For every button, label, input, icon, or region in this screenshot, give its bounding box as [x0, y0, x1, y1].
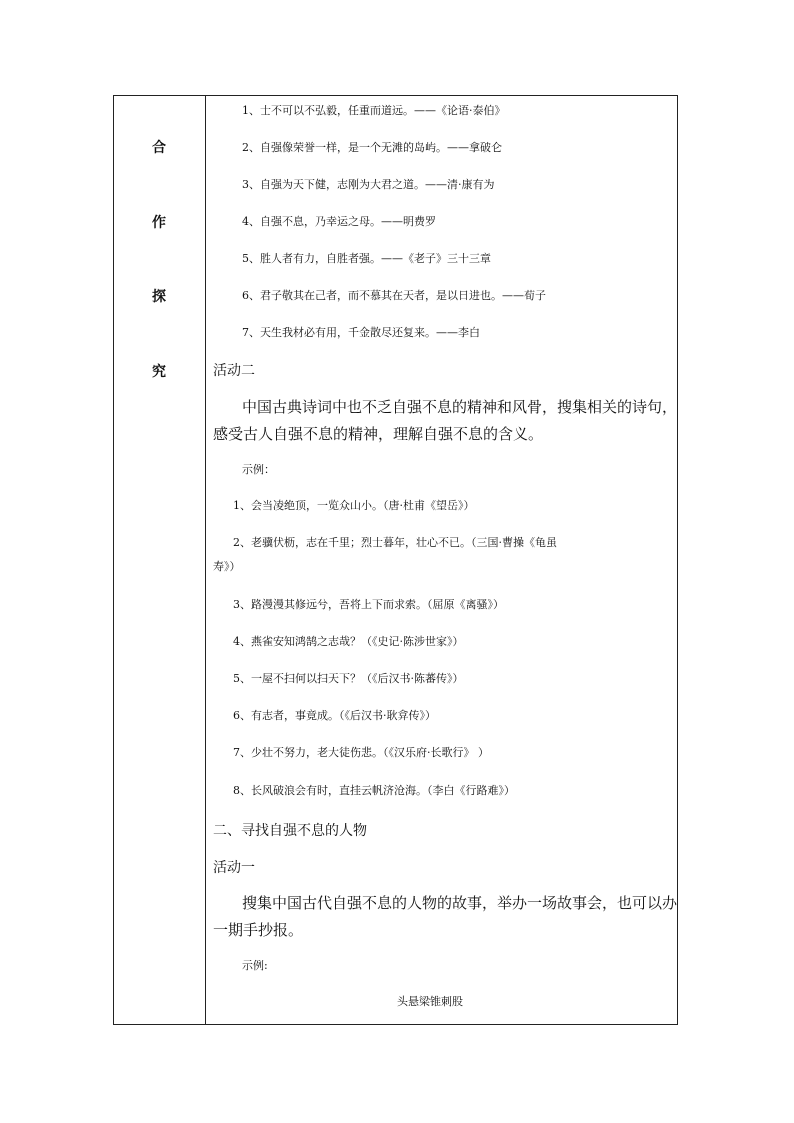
poem-5: 5、一屋不扫何以扫天下？（《后汉书·陈蕃传》）: [233, 672, 464, 685]
quote-6: 6、君子敬其在己者，而不慕其在天者，是以日进也。——荀子: [242, 289, 546, 302]
activity2-title: 活动二: [213, 363, 255, 379]
content-table: [113, 95, 678, 1025]
poem-4: 4、燕雀安知鸿鹄之志哉？（《史记·陈涉世家》）: [233, 635, 464, 648]
activity2-example-label: 示例：: [242, 463, 275, 476]
quote-1: 1、士不可以不弘毅，任重而道远。——《论语·泰伯》: [242, 104, 506, 117]
side-label-char-2: 作: [152, 215, 166, 231]
section2-intro-line2: 一期手抄报。: [213, 921, 304, 939]
activity2-intro-line1: 中国古典诗词中也不乏自强不息的精神和风骨，搜集相关的诗句，: [242, 398, 678, 416]
side-label-char-4: 究: [152, 364, 166, 380]
activity2-intro-line2: 感受古人自强不息的精神，理解自强不息的含义。: [213, 425, 544, 443]
side-label-char-3: 探: [152, 289, 166, 305]
quote-4: 4、自强不息，乃幸运之母。——明费罗: [242, 215, 436, 228]
section2-heading: 二、寻找自强不息的人物: [213, 823, 367, 839]
section2-example-label: 示例:: [242, 959, 268, 972]
quote-3: 3、自强为天下健，志刚为大君之道。——清·康有为: [242, 178, 495, 191]
poem-2: 2、老骥伏枥，志在千里；烈士暮年，壮心不已。（三国·曹操《龟虽: [233, 536, 557, 549]
poem-2-continued: 寿》）: [213, 560, 241, 573]
quote-5: 5、胜人者有力，自胜者强。——《老子》三十三章: [242, 252, 491, 265]
column-divider: [205, 95, 206, 1025]
story-title: 头悬梁锥刺股: [397, 995, 463, 1008]
quote-2: 2、自强像荣誉一样，是一个无滩的岛屿。——拿破仑: [242, 141, 502, 154]
section2-intro-line1: 搜集中国古代自强不息的人物的故事，举办一场故事会，也可以办: [242, 894, 678, 912]
poem-6: 6、有志者，事竟成。（《后汉书·耿弇传》）: [233, 709, 436, 722]
poem-7: 7、少壮不努力，老大徒伤悲。（《汉乐府·长歌行》 ）: [233, 746, 489, 759]
poem-1: 1、会当凌绝顶，一览众山小。（唐·杜甫《望岳》）: [233, 499, 475, 512]
side-label-char-1: 合: [152, 140, 166, 156]
quote-7: 7、天生我材必有用，千金散尽还复来。——李白: [242, 326, 480, 339]
section2-activity-title: 活动一: [213, 860, 255, 876]
poem-3: 3、路漫漫其修远兮，吾将上下而求索。（屈原《离骚》）: [233, 598, 504, 611]
poem-8: 8、长风破浪会有时，直挂云帆济沧海。（李白《行路难》）: [233, 784, 515, 797]
